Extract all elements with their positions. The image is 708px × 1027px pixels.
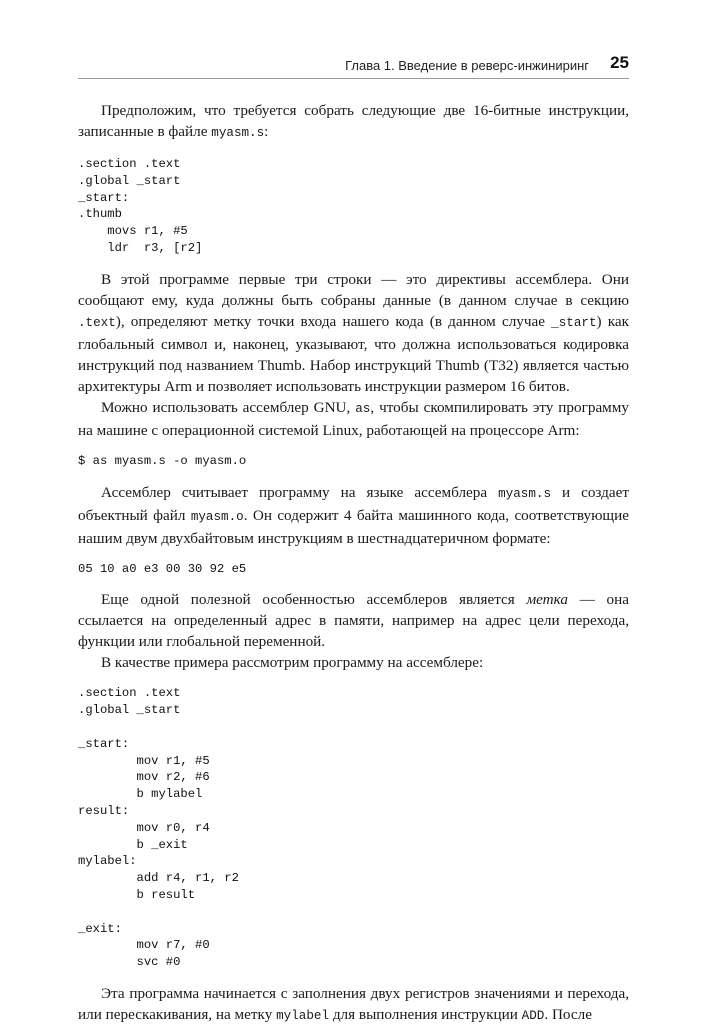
inline-code: _start bbox=[551, 315, 597, 330]
inline-code: .text bbox=[78, 315, 116, 330]
code-block-hex: 05 10 a0 e3 00 30 92 e5 bbox=[78, 561, 247, 576]
paragraph-label: Еще одной полезной особенностью ассемблеров является метка — она ссылается на определенный адрес в памяти, например на адрес цели перехода, функции или глобальной переменной. bbox=[78, 591, 629, 651]
inline-code: mylabel bbox=[276, 1008, 330, 1023]
paragraph-gnu-as: Можно использовать ассемблер GNU, as, чтобы скомпилировать эту программу на машине с операционной системой Linux, работающей на процессоре Arm: bbox=[78, 398, 629, 439]
code-block-command: $ as myasm.s -o myasm.o bbox=[78, 453, 247, 468]
running-header bbox=[78, 52, 629, 79]
inline-code: as bbox=[355, 401, 371, 416]
paragraph-object-file: Ассемблер считывает программу на языке ассемблера myasm.s и создает объектный файл myasm.o. Он содержит 4 байта машинного кода, соответствующие нашим двум двухбайтовым инструкциям в шестнадцатеричном формате: bbox=[78, 483, 629, 547]
paragraph-program-description: Эта программа начинается с заполнения двух регистров значениями и перехода, или перескакивания, на метку mylabel для выполнения инструкции ADD. После bbox=[78, 984, 629, 1023]
paragraph-intro: Предположим, что требуется собрать следующие две 16-битные инструкции, записанные в файле myasm.s: bbox=[78, 102, 629, 140]
inline-code: myasm.s bbox=[211, 126, 265, 140]
inline-code: myasm.o bbox=[190, 509, 244, 524]
code-block-program: .section .text .global _start _start: mov r1, #5 mov r2, #6 b mylabel result: mov r0, r4 b _exit mylabel: add r4, r1, r2 b result _exit: mov r7, #0 svc #0 bbox=[78, 686, 239, 970]
paragraph-example: В качестве примера рассмотрим программу на ассемблере: bbox=[101, 654, 484, 672]
paragraph-directives: В этой программе первые три строки — это директивы ассемблера. Они сообщают ему, куда должны быть собраны данные (в данном случае в секцию .text), определяют метку точки входа нашего кода (в данном случае _start) как глобальный символ и, наконец, указывают, что должна использоваться кодировка инструкций под названием Thumb. Набор инструкций Thumb (T32) является частью архитектуры Arm и позволяет использовать инструкции размером 16 битов. bbox=[78, 270, 630, 395]
page-number: 25 bbox=[610, 53, 629, 72]
page-body bbox=[78, 100, 629, 1027]
chapter-title: Глава 1. Введение в реверс-инжиниринг bbox=[345, 58, 589, 73]
inline-code: ADD bbox=[521, 1008, 545, 1023]
inline-code: myasm.s bbox=[498, 486, 552, 501]
emphasis-term: метка bbox=[526, 591, 568, 609]
code-block-thumb: .section .text .global _start _start: .thumb movs r1, #5 ldr r3, [r2] bbox=[78, 157, 203, 255]
